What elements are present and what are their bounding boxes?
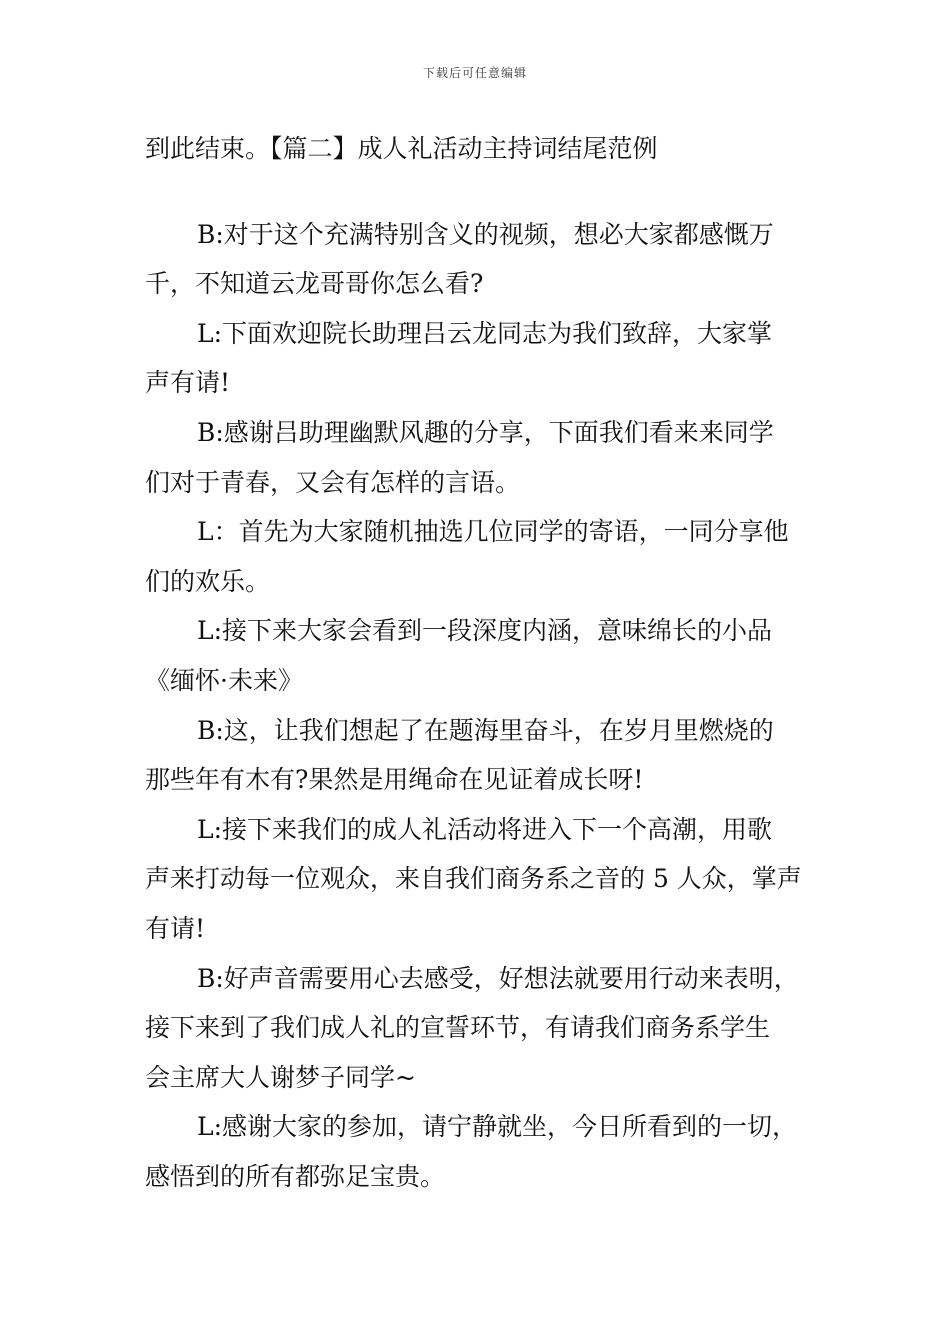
paragraph <box>145 954 815 1103</box>
paragraph-line: B:对于这个充满特别含义的视频，想必大家都感慨万 <box>197 219 774 249</box>
paragraph-line: B:好声音需要用心去感受，好想法就要用行动来表明， <box>197 963 799 993</box>
paragraph-line: B:这，让我们想起了在题海里奋斗，在岁月里燃烧的 <box>197 715 774 745</box>
paragraph <box>145 210 815 309</box>
paragraph-line: L:下面欢迎院长助理吕云龙同志为我们致辞，大家掌 <box>197 318 773 348</box>
paragraph-line: L:接下来我们的成人礼活动将进入下一个高潮，用歌 <box>197 814 773 844</box>
paragraph <box>145 507 815 606</box>
section-gap <box>145 174 815 210</box>
paragraph <box>145 606 815 705</box>
paragraph-line: 声来打动每一位观众，来自我们商务系之音的 5 人众，掌声 <box>145 864 802 894</box>
document-body <box>145 124 815 1201</box>
paragraph-line: 声有请! <box>145 368 231 398</box>
paragraph-line: 会主席大人谢梦子同学~ <box>145 1062 416 1092</box>
paragraph-line: 千，不知道云龙哥哥你怎么看? <box>145 269 484 299</box>
paragraph <box>145 706 815 805</box>
paragraph-line: 《缅怀·未来》 <box>145 665 303 695</box>
paragraph-line: L:感谢大家的参加，请宁静就坐，今日所看到的一切， <box>197 1112 798 1142</box>
paragraph-line: B:感谢吕助理幽默风趣的分享，下面我们看来来同学 <box>197 417 774 447</box>
paragraph <box>145 309 815 408</box>
paragraph-line: L：首先为大家随机抽选几位同学的寄语，一同分享他 <box>197 517 789 547</box>
paragraph <box>145 1102 815 1201</box>
paragraph-line: 有请! <box>145 913 206 943</box>
paragraph <box>145 408 815 507</box>
paragraph-line: 感悟到的所有都弥足宝贵。 <box>145 1161 446 1191</box>
paragraph-line: 那些年有木有?果然是用绳命在见证着成长呀! <box>145 765 644 795</box>
paragraph-line: 们对于青春，又会有怎样的言语。 <box>145 467 521 497</box>
lead-line: 到此结束。【篇二】成人礼活动主持词结尾范例 <box>145 134 658 163</box>
paragraph-line: L:接下来大家会看到一段深度内涵，意味绵长的小品 <box>197 616 773 646</box>
page-header-note: 下载后可任意编辑 <box>422 66 527 80</box>
paragraph-line: 接下来到了我们成人礼的宣誓环节，有请我们商务系学生 <box>145 1013 771 1043</box>
paragraph-line: 们的欢乐。 <box>145 566 271 596</box>
paragraph <box>145 805 815 954</box>
